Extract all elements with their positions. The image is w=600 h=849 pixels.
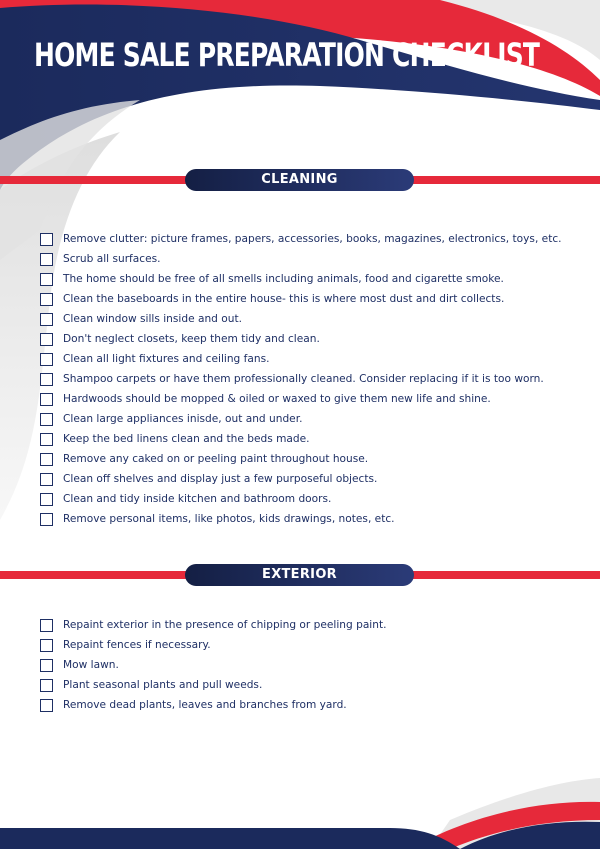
checkbox[interactable] bbox=[40, 473, 53, 486]
checklist-item-label: Don't neglect closets, keep them tidy and clean. bbox=[63, 333, 320, 345]
checklist-item bbox=[40, 615, 387, 635]
checkbox[interactable] bbox=[40, 333, 53, 346]
checklist-item bbox=[40, 369, 544, 389]
checklist-item-label: Repaint exterior in the presence of chipping or peeling paint. bbox=[63, 619, 387, 631]
checklist-item bbox=[40, 695, 347, 715]
checkbox[interactable] bbox=[40, 513, 53, 526]
checkbox[interactable] bbox=[40, 253, 53, 266]
checklist-item-label: Hardwoods should be mopped & oiled or waxed to give them new life and shine. bbox=[63, 393, 491, 405]
checkbox[interactable] bbox=[40, 659, 53, 672]
checklist-item bbox=[40, 635, 211, 655]
checklist-item-label: Clean and tidy inside kitchen and bathroom doors. bbox=[63, 493, 332, 505]
checklist-item bbox=[40, 349, 269, 369]
checklist-item-label: Clean off shelves and display just a few purposeful objects. bbox=[63, 473, 378, 485]
checklist-item bbox=[40, 469, 377, 489]
checkbox[interactable] bbox=[40, 273, 53, 286]
checklist-item-label: Clean window sills inside and out. bbox=[63, 313, 242, 325]
checklist-item-label: Shampoo carpets or have them professionally cleaned. Consider replacing if it is too worn. bbox=[63, 373, 544, 385]
checklist-item bbox=[40, 229, 562, 249]
checklist-item-label: Clean all light fixtures and ceiling fans. bbox=[63, 353, 270, 365]
checklist-item bbox=[40, 509, 395, 529]
checklist-item-label: The home should be free of all smells including animals, food and cigarette smoke. bbox=[63, 273, 504, 285]
checkbox[interactable] bbox=[40, 373, 53, 386]
checklist-item bbox=[40, 429, 310, 449]
checklist-item-label: Clean large appliances inisde, out and under. bbox=[63, 413, 303, 425]
checkbox[interactable] bbox=[40, 293, 53, 306]
checkbox[interactable] bbox=[40, 679, 53, 692]
checklist-item-label: Remove any caked on or peeling paint throughout house. bbox=[63, 453, 369, 465]
checklist-item bbox=[40, 449, 368, 469]
checklist-item-label: Repaint fences if necessary. bbox=[63, 639, 211, 651]
page-title: HOME SALE PREPARATION CHECKLIST bbox=[34, 36, 540, 74]
section-heading-cleaning: CLEANING bbox=[185, 169, 414, 191]
checkbox[interactable] bbox=[40, 413, 53, 426]
checklist-item-label: Mow lawn. bbox=[63, 659, 119, 671]
checklist-item bbox=[40, 249, 161, 269]
checklist-item bbox=[40, 329, 320, 349]
checklist-item-label: Keep the bed linens clean and the beds made. bbox=[63, 433, 310, 445]
checkbox[interactable] bbox=[40, 699, 53, 712]
checklist-item bbox=[40, 269, 504, 289]
checklist-item-label: Clean the baseboards in the entire house- this is where most dust and dirt collects. bbox=[63, 293, 505, 305]
checklist-item bbox=[40, 309, 242, 329]
checklist-item-label: Remove personal items, like photos, kids drawings, notes, etc. bbox=[63, 513, 395, 525]
checkbox[interactable] bbox=[40, 393, 53, 406]
checklist-item bbox=[40, 389, 491, 409]
section-heading-exterior: EXTERIOR bbox=[185, 564, 414, 586]
checkbox[interactable] bbox=[40, 639, 53, 652]
checkbox[interactable] bbox=[40, 433, 53, 446]
checkbox[interactable] bbox=[40, 493, 53, 506]
checklist-item bbox=[40, 409, 302, 429]
checklist-item bbox=[40, 675, 262, 695]
checkbox[interactable] bbox=[40, 619, 53, 632]
checklist-item-label: Plant seasonal plants and pull weeds. bbox=[63, 679, 263, 691]
checkbox[interactable] bbox=[40, 233, 53, 246]
checklist-item-label: Scrub all surfaces. bbox=[63, 253, 161, 265]
checklist-item bbox=[40, 655, 119, 675]
checklist-item-label: Remove dead plants, leaves and branches from yard. bbox=[63, 699, 347, 711]
checklist-item-label: Remove clutter: picture frames, papers, accessories, books, magazines, electronics, toys, etc. bbox=[63, 233, 562, 245]
checkbox[interactable] bbox=[40, 313, 53, 326]
checkbox[interactable] bbox=[40, 453, 53, 466]
checkbox[interactable] bbox=[40, 353, 53, 366]
checklist-item bbox=[40, 289, 504, 309]
checklist-item bbox=[40, 489, 331, 509]
